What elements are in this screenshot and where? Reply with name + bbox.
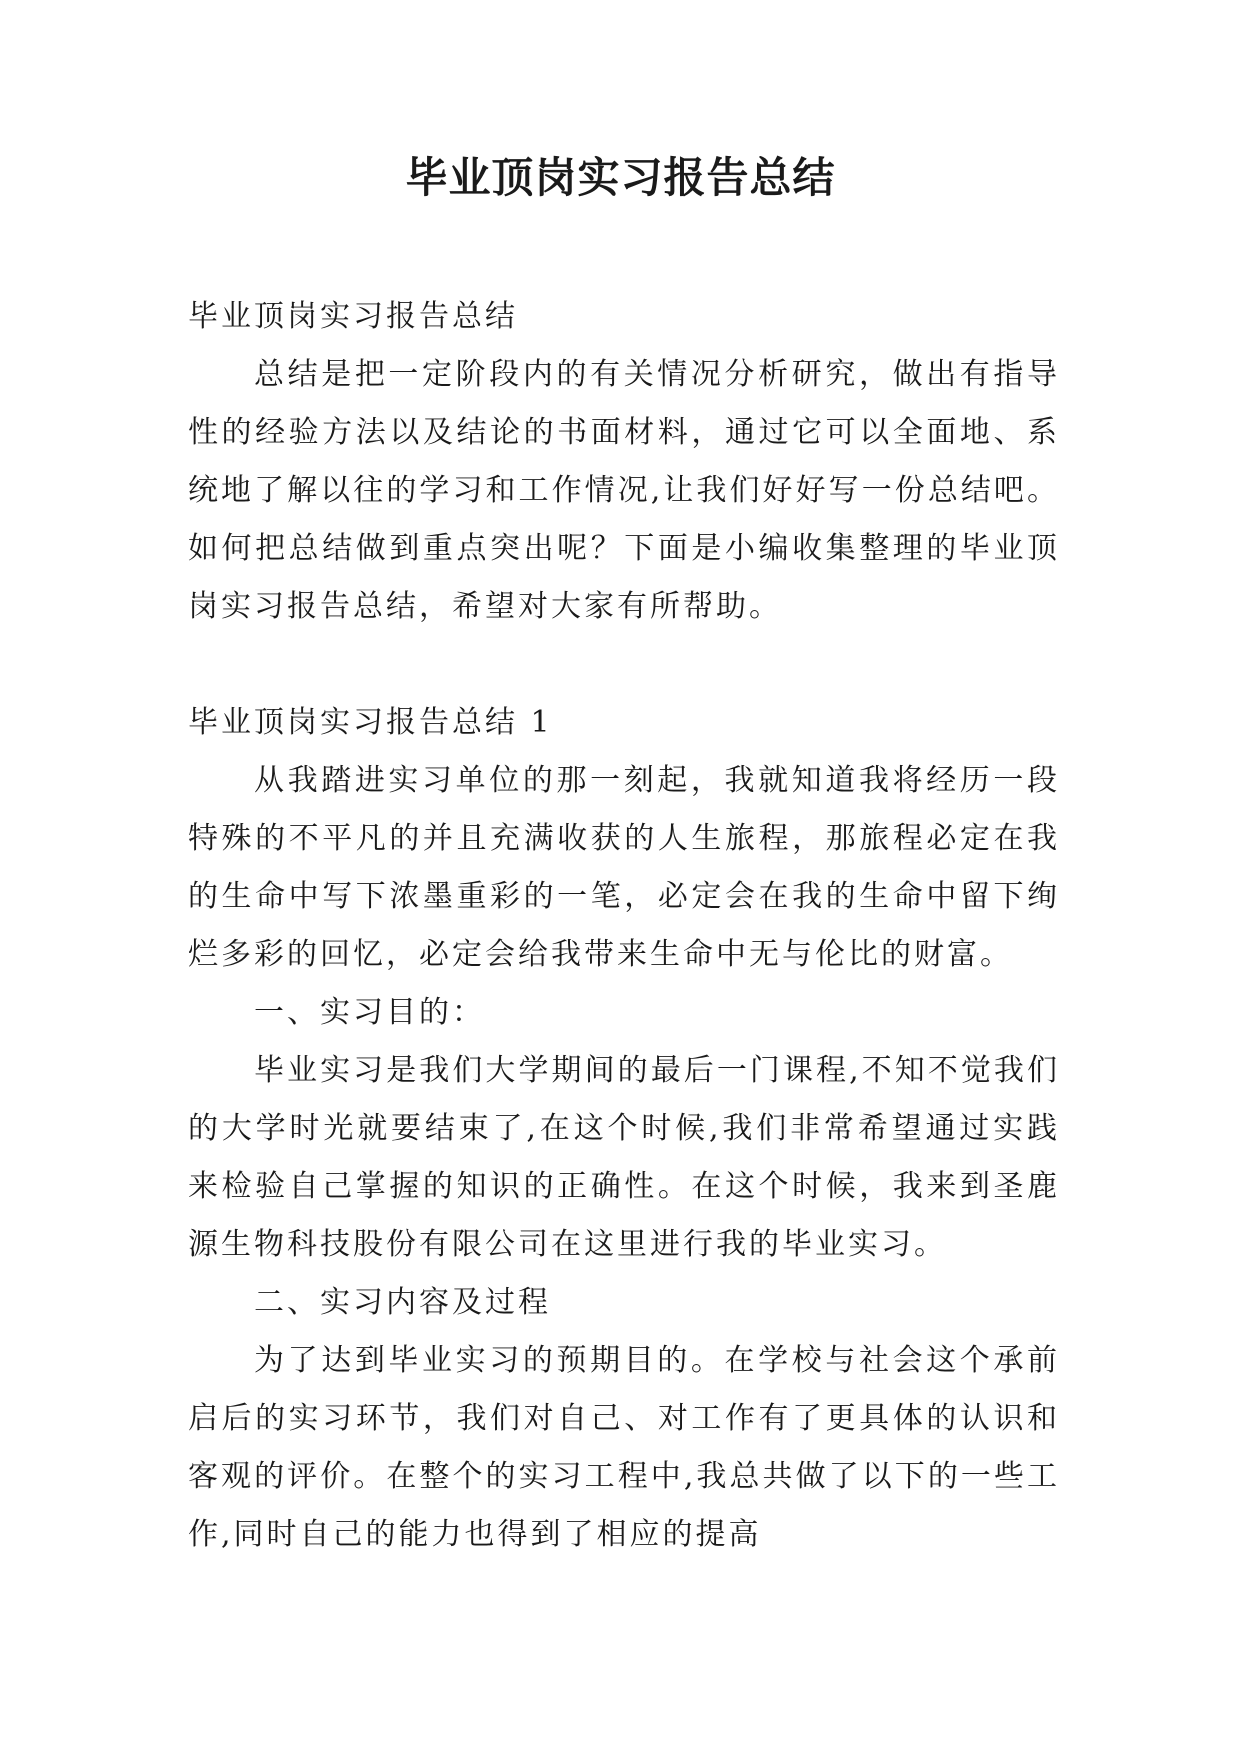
section-heading-report-1: 毕业顶岗实习报告总结 1 [188,705,553,740]
document-title: 毕业顶岗实习报告总结 [405,153,836,202]
internship-content-paragraph: 为了达到毕业实习的预期目的。在学校与社会这个承前启后的实习环节，我们对自己、对工作有了更具体的认识和客观的评价。在整个的实习工程中,我总共做了以下的一些工作,同时自己的能力也得到了相应的提高 [188,1343,1060,1552]
internship-purpose-paragraph: 毕业实习是我们大学期间的最后一门课程,不知不觉我们的大学时光就要结束了,在这个时候,我们非常希望通过实践来检验自己掌握的知识的正确性。在这个时候，我来到圣鹿源生物科技股份有限公司在这里进行我的毕业实习。 [188,1053,1060,1262]
heading-internship-purpose: 一、实习目的： [254,995,485,1030]
report-1-opening-paragraph: 从我踏进实习单位的那一刻起，我就知道我将经历一段特殊的不平凡的并且充满收获的人生旅程，那旅程必定在我的生命中写下浓墨重彩的一笔，必定会在我的生命中留下绚烂多彩的回忆，必定会给我带来生命中无与伦比的财富。 [188,763,1060,972]
document-body [188,288,1060,1564]
heading-internship-content: 二、实习内容及过程 [254,1285,551,1320]
report-subtitle: 毕业顶岗实习报告总结 [188,299,518,334]
intro-paragraph: 总结是把一定阶段内的有关情况分析研究，做出有指导性的经验方法以及结论的书面材料，通过它可以全面地、系统地了解以往的学习和工作情况,让我们好好写一份总结吧。如何把总结做到重点突出呢？下面是小编收集整理的毕业顶岗实习报告总结，希望对大家有所帮助。 [188,357,1060,624]
